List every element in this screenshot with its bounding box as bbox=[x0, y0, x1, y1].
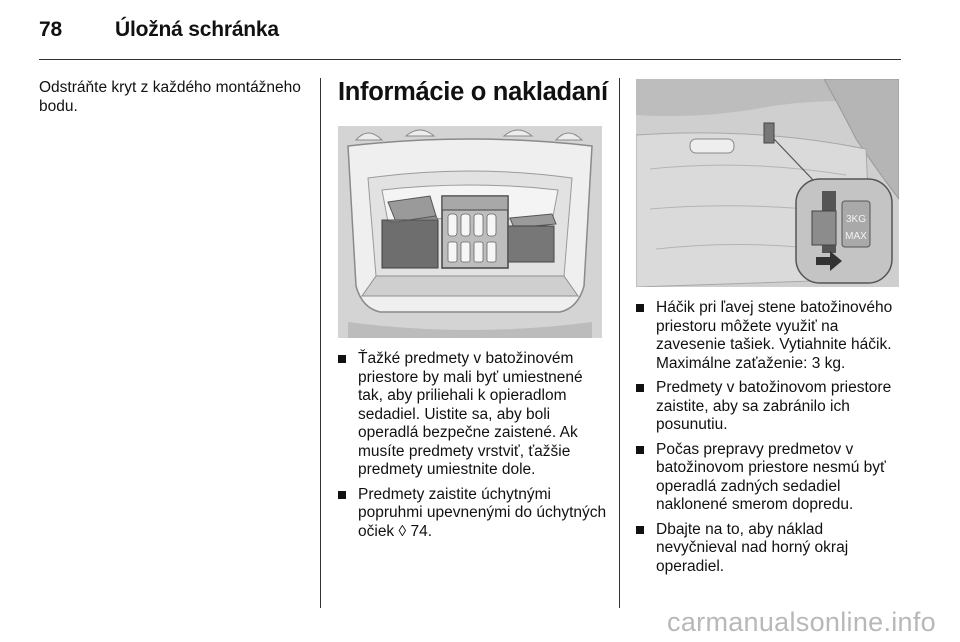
bullet-square-icon bbox=[636, 446, 644, 454]
bag-hook-illustration bbox=[636, 79, 899, 287]
list-item-text: Počas prepravy predmetov v batožinovom priestore nesmú byť operadlá zadných sedadiel naklonené smerom dopredu. bbox=[656, 440, 886, 513]
list-item bbox=[636, 379, 906, 435]
page-header bbox=[39, 18, 279, 42]
column-divider-left bbox=[320, 78, 321, 608]
list-item-text: Háčik pri ľavej stene batožinového priestoru môžete využiť na zavesenie tašiek. Vytiahnite háčik. Maximálne zaťaženie: 3 kg. bbox=[656, 299, 893, 372]
list-item-text: Dbajte na to, aby náklad nevyčnieval nad horný okraj operadiel. bbox=[656, 520, 849, 575]
bullet-square-icon bbox=[338, 491, 346, 499]
page-number: 78 bbox=[39, 18, 62, 41]
list-item bbox=[636, 521, 906, 577]
list-item-text: Predmety v batožinovom priestore zaistite, aby sa zabránilo ich posunutiu. bbox=[656, 379, 892, 433]
bullet-square-icon bbox=[636, 304, 644, 312]
section-title: Úložná schránka bbox=[115, 18, 279, 41]
list-item bbox=[636, 441, 906, 515]
bullet-square-icon bbox=[338, 355, 346, 363]
trunk-loading-illustration bbox=[338, 126, 602, 338]
loading-list bbox=[338, 350, 608, 547]
hook-list bbox=[636, 299, 906, 582]
section-heading: Informácie o nakladaní bbox=[338, 78, 608, 106]
list-item-text: Predmety zaistite úchytnými popruhmi upevnenými do úchytných očiek ◊ 74. bbox=[358, 485, 607, 540]
bullet-square-icon bbox=[636, 384, 644, 392]
header-rule bbox=[39, 59, 901, 60]
bullet-square-icon bbox=[636, 526, 644, 534]
max-load-label-bottom: MAX bbox=[845, 231, 867, 242]
list-item bbox=[338, 350, 608, 480]
left-column-text: Odstráňte kryt z každého montážneho bodu. bbox=[39, 79, 301, 115]
list-item bbox=[636, 299, 906, 373]
max-load-label-top: 3KG bbox=[845, 214, 867, 225]
list-item bbox=[338, 486, 608, 542]
list-item-text: Ťažké predmety v batožinovém priestore by mali byť umiestnené tak, aby priliehali k opieradlom sedadiel. Uistite sa, aby boli operadlá bezpečne zaistené. Ak musíte predmety vrstviť, ťažšie predmety umiestnite dole. bbox=[358, 350, 583, 478]
column-divider-right bbox=[619, 78, 620, 608]
watermark: carmanualsonline.info bbox=[667, 607, 936, 637]
